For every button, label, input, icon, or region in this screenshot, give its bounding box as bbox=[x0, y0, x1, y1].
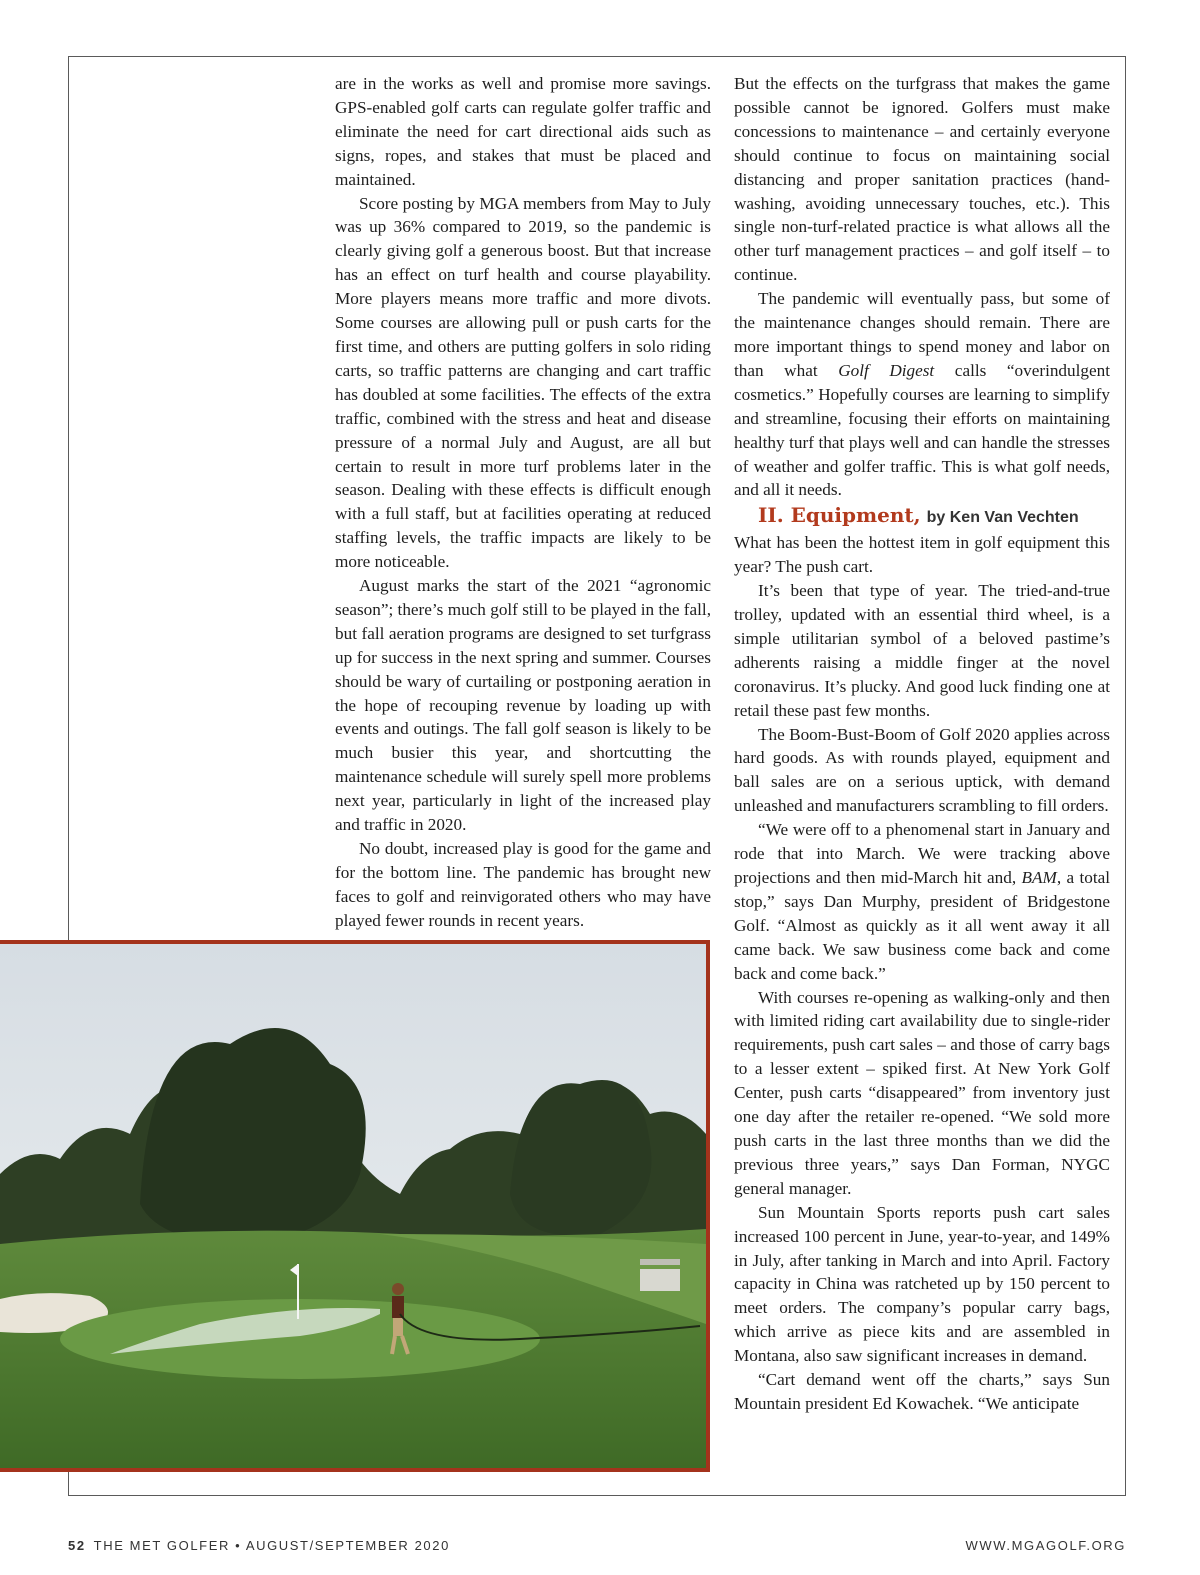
section-byline: by Ken Van Vechten bbox=[926, 509, 1079, 527]
website-link[interactable]: WWW.MGAGOLF.ORG bbox=[965, 1538, 1126, 1553]
emphasis: BAM bbox=[1021, 868, 1057, 887]
page-number: 52 bbox=[68, 1538, 86, 1553]
section-title: II. Equipment, bbox=[758, 503, 921, 528]
golf-course-photo bbox=[0, 940, 710, 1472]
paragraph: “Cart demand went off the charts,” says Sun Mountain president Ed Kowachek. “We anticipate bbox=[734, 1370, 1110, 1413]
paragraph: What has been the hottest item in golf equipment this year? The push cart. bbox=[734, 533, 1110, 577]
paragraph bbox=[734, 287, 1110, 502]
paragraph bbox=[734, 818, 1110, 985]
text-run: , a total stop,” says Dan Murphy, president of Bridgestone Golf. “Almost as quickly as it all went away it all came back. We saw business come back and come back and come back.” bbox=[734, 868, 1110, 983]
paragraph: The Boom-Bust-Boom of Golf 2020 applies across hard goods. As with rounds played, equipment and ball sales are on a serious uptick, with demand unleashed and manufacturers scrambling to fill orders. bbox=[734, 724, 1110, 816]
paragraph: No doubt, increased play is good for the game and for the bottom line. The pandemic has brought new faces to golf and reinvigorated others who may have played fewer rounds in recent years. bbox=[335, 839, 711, 930]
paragraph: But the effects on the turfgrass that makes the game possible cannot be ignored. Golfers must make concessions to maintenance – and certainly everyone should continue to focus on maintaining social distancing and proper sanitation practices (hand-washing, avoiding unnecessary touches, etc.). This single non-turf-related practice is what allows all the other turf management practices – and golf itself – to continue. bbox=[734, 74, 1110, 285]
paragraph: Sun Mountain Sports reports push cart sales increased 100 percent in June, year-to-year, and 149% in July, after tanking in March and into April. Factory capacity in China was ratcheted up by 150 percent to meet orders. The company’s popular carry bags, which arrive as piece kits and are assembled in Montana, also saw significant increases in demand. bbox=[734, 1202, 1110, 1366]
golf-course-illustration bbox=[0, 944, 706, 1468]
page-footer bbox=[68, 1538, 1126, 1558]
text-run: “We were off to a phenomenal start in January and rode that into March. We were tracking above projections and then mid-March hit and, bbox=[734, 820, 1110, 887]
text-run: The pandemic will eventually pass, but some of the maintenance changes should remain. There are more important things to spend money and labor on than what bbox=[734, 289, 1110, 380]
paragraph: With courses re-opening as walking-only and then with limited riding cart availability due to single-rider requirements, push cart sales – and those of carry bags to a lesser extent – spiked first. At New York Golf Center, push carts “disappeared” from inventory just one day after the retailer re-opened. “We sold more push carts in the last three months than we did the previous three years,” says Dan Forman, NYGC general manager. bbox=[734, 987, 1110, 1198]
text-run: calls “overindulgent cosmetics.” Hopefully courses are learning to simplify and streamline, focusing their efforts on maintaining healthy turf that plays well and can handle the stresses of weather and golfer traffic. This is what golf needs, and all it needs. bbox=[734, 360, 1110, 500]
publication-issue: THE MET GOLFER • AUGUST/SEPTEMBER 2020 bbox=[93, 1538, 450, 1553]
publication-name: Golf Digest bbox=[838, 360, 935, 380]
paragraph: Score posting by MGA members from May to July was up 36% compared to 2019, so the pandemic is clearly giving golf a generous boost. But that increase has an effect on turf health and course playability. More players means more traffic and more divots. Some courses are allowing pull or push carts for the first time, and others are putting golfers in solo riding carts, so traffic patterns are changing and cart traffic has doubled at some facilities. The effects of the extra traffic, combined with the stress and heat and disease pressure of a normal July and August, are all but certain to result in more turf problems later in the season. Dealing with these effects is difficult enough with a full staff, but at facilities operating at reduced staffing levels, the traffic impacts are likely to be more noticeable. bbox=[335, 193, 711, 572]
paragraph: are in the works as well and promise more savings. GPS-enabled golf carts can regulate golfer traffic and eliminate the need for cart directional aids such as signs, ropes, and stakes that must be placed and maintained. bbox=[335, 74, 711, 189]
paragraph: August marks the start of the 2021 “agronomic season”; there’s much golf still to be played in the fall, but fall aeration programs are designed to set turfgrass up for success in the next spring and summer. Courses should be wary of curtailing or postponing aeration in the hope of recouping revenue by loading up with events and outings. The fall golf season is likely to be much busier this year, and shortcutting the maintenance schedule will surely spell more problems next year, particularly in light of the increased play and traffic in 2020. bbox=[335, 576, 711, 835]
article-column-right bbox=[734, 72, 1110, 1452]
section-heading bbox=[734, 502, 1110, 531]
paragraph: It’s been that type of year. The tried-and-true trolley, updated with an essential third wheel, is a simple utilitarian symbol of a beloved pastime’s adherents raising a middle finger at the novel coronavirus. It’s plucky. And good luck finding one at retail these past few months. bbox=[734, 581, 1110, 720]
article-column-left bbox=[335, 72, 711, 932]
